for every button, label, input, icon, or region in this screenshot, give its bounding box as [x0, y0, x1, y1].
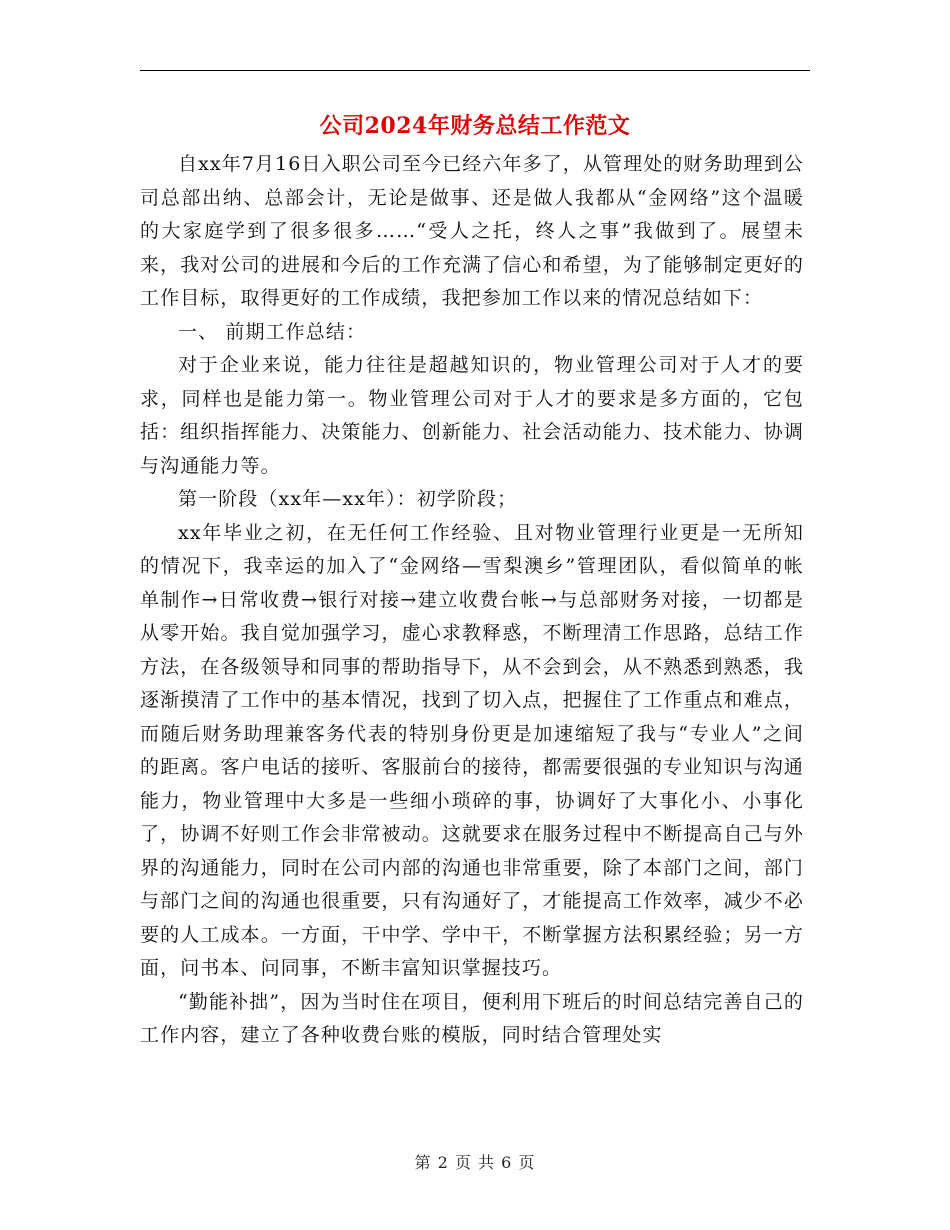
paragraph-ability: 对于企业来说，能力往往是超越知识的，物业管理公司对于人才的要求，同样也是能力第一。物业管理公司对于人才的要求是多方面的，它包括：组织指挥能力、决策能力、创新能力、社会活动能力、技术能力、协调与沟通能力等。: [140, 354, 804, 477]
paragraph-diligence: “勤能补拙”，因为当时住在项目，便利用下班后的时间总结完善自己的工作内容，建立了各种收费台账的模版，同时结合管理处实: [140, 990, 804, 1046]
header-rule: [140, 70, 810, 71]
section-heading-1: 一、 前期工作总结：: [178, 320, 367, 343]
page-number: 第 2 页 共 6 页: [414, 1153, 536, 1172]
document-title: 公司2024年财务总结工作范文: [319, 113, 631, 139]
document-body: [140, 148, 804, 1053]
paragraph-intro: 自xx年7月16日入职公司至今已经六年多了，从管理处的财务助理到公司总部出纳、总部会计，无论是做事、还是做人我都从“金网络”这个温暖的大家庭学到了很多很多……“受人之托，终人之事”我做到了。展望未来，我对公司的进展和今后的工作充满了信心和希望，为了能够制定更好的工作目标，取得更好的工作成绩，我把参加工作以来的情况总结如下：: [140, 153, 804, 309]
paragraph-stage-1: xx年毕业之初，在无任何工作经验、且对物业管理行业更是一无所知的情况下，我幸运的加入了“金网络—雪梨澳乡”管理团队，看似简单的帐单制作→日常收费→银行对接→建立收费台帐→与总部财务对接，一切都是从零开始。我自觉加强学习，虚心求教释惑，不断理清工作思路，总结工作方法，在各级领导和同事的帮助指导下，从不会到会，从不熟悉到熟悉，我逐渐摸清了工作中的基本情况，找到了切入点，把握住了工作重点和难点，而随后财务助理兼客务代表的特别身份更是加速缩短了我与“专业人”之间的距离。客户电话的接听、客服前台的接待，都需要很强的专业知识与沟通能力，物业管理中大多是一些细小琐碎的事，协调好了大事化小、小事化了，协调不好则工作会非常被动。这就要求在服务过程中不断提高自己与外界的沟通能力，同时在公司内部的沟通也非常重要，除了本部门之间，部门与部门之间的沟通也很重要，只有沟通好了，才能提高工作效率，减少不必要的人工成本。一方面，干中学、学中干，不断掌握方法积累经验；另一方面，问书本、问同事，不断丰富知识掌握技巧。: [140, 521, 804, 979]
stage-heading-1: 第一阶段（xx年—xx年）：初学阶段；: [178, 488, 518, 510]
